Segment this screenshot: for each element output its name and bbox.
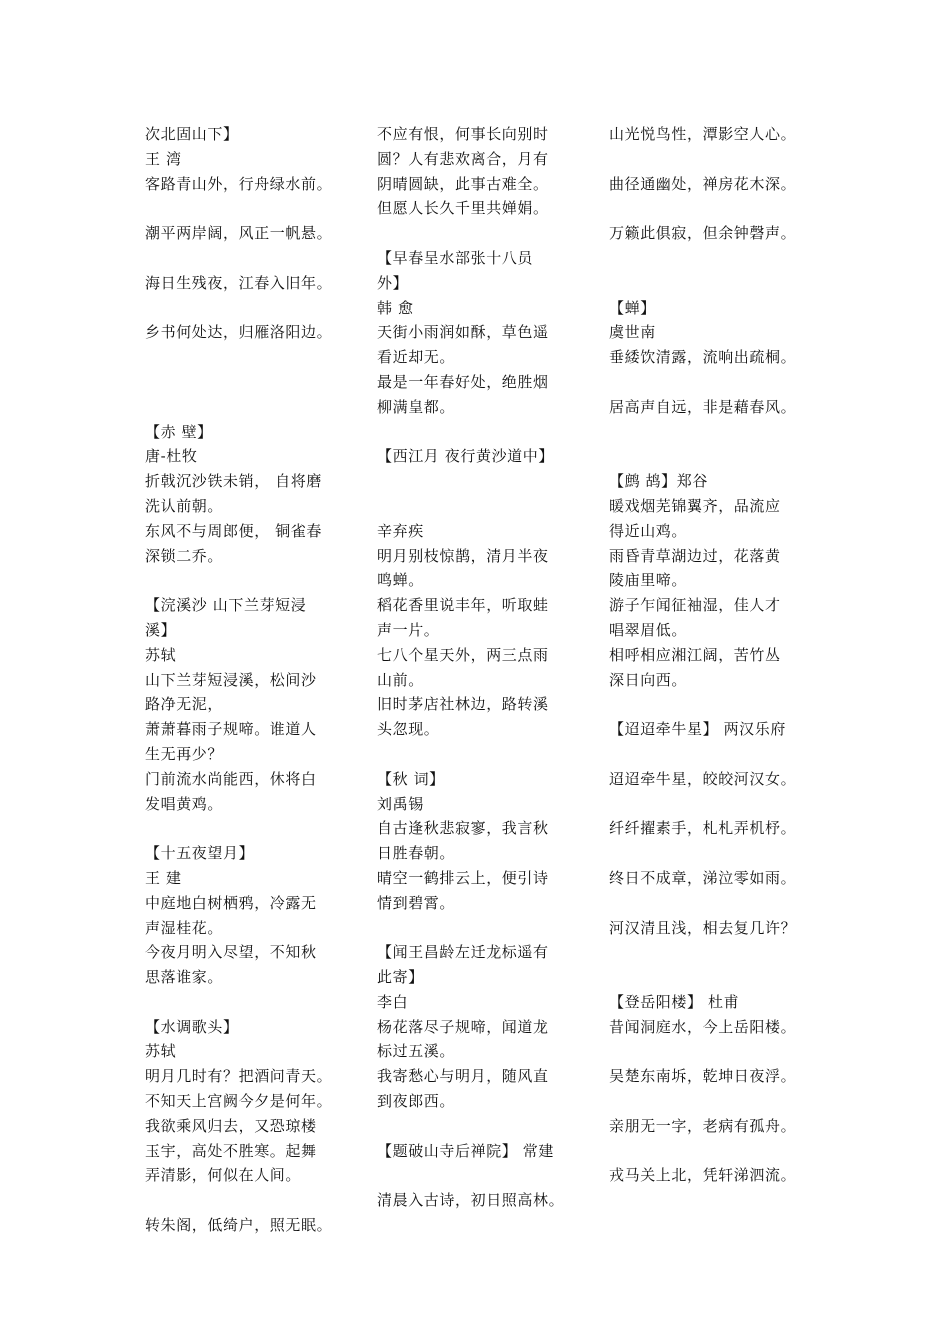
text-line: 曲径通幽处，禅房花木深。 bbox=[609, 174, 797, 193]
blank-line bbox=[609, 196, 831, 221]
text-line: 东风不与周郎便， 铜雀春 bbox=[145, 521, 322, 540]
poem-title: 【西江月 夜行黄沙道中】 bbox=[377, 447, 554, 466]
text-line: 垂緌饮清露，流响出疏桐。 bbox=[609, 348, 797, 367]
poem-title: 【浣溪沙 山下兰芽短浸 bbox=[145, 596, 307, 615]
text-line: 唱翠眉低。 bbox=[609, 620, 688, 639]
blank-line bbox=[609, 940, 831, 965]
text-line: 李白 bbox=[377, 992, 409, 1011]
blank-line bbox=[609, 444, 831, 469]
blank-line bbox=[377, 916, 599, 941]
blank-line bbox=[145, 246, 367, 271]
text-line: 杨花落尽子规啼，闻道龙 bbox=[377, 1017, 549, 1036]
text-line: 弄清影，何似在人间。 bbox=[145, 1166, 302, 1185]
text-line: 看近却无。 bbox=[377, 348, 456, 367]
text-line: 萧萧暮雨子规啼。谁道人 bbox=[145, 720, 317, 739]
text-line: 山前。 bbox=[377, 670, 424, 689]
blank-line bbox=[145, 990, 367, 1015]
blank-line bbox=[377, 221, 599, 246]
text-line: 最是一年春好处，绝胜烟 bbox=[377, 372, 549, 391]
blank-line bbox=[145, 196, 367, 221]
text-line: 鸣蝉。 bbox=[377, 571, 424, 590]
text-column-1 bbox=[145, 122, 367, 1238]
poem-title: 【题破山寺后禅院】 常建 bbox=[377, 1141, 554, 1160]
text-line: 声湿桂花。 bbox=[145, 918, 224, 937]
text-line: 转朱阁，低绮户，照无眠。 bbox=[145, 1216, 333, 1235]
text-line: 天街小雨润如酥，草色遥 bbox=[377, 323, 549, 342]
text-column-2 bbox=[377, 122, 599, 1213]
blank-line bbox=[609, 271, 831, 296]
blank-line bbox=[145, 395, 367, 420]
text-line: 门前流水尚能西，休将白 bbox=[145, 769, 317, 788]
text-line: 外】 bbox=[377, 273, 409, 292]
text-line: 溪】 bbox=[145, 620, 177, 639]
text-line: 深锁二乔。 bbox=[145, 546, 224, 565]
text-line: 山下兰芽短浸溪，松间沙 bbox=[145, 670, 317, 689]
blank-line bbox=[609, 692, 831, 717]
text-line: 我欲乘风归去，又恐琼楼 bbox=[145, 1116, 317, 1135]
text-line: 刘禹锡 bbox=[377, 794, 424, 813]
blank-line bbox=[609, 1089, 831, 1114]
text-line: 不知天上宫阙今夕是何年。 bbox=[145, 1092, 333, 1111]
text-line: 明月几时有？把酒问青天。 bbox=[145, 1067, 333, 1086]
text-line: 相呼相应湘江阔，苦竹丛 bbox=[609, 645, 781, 664]
text-line: 次北固山下】 bbox=[145, 125, 239, 143]
blank-line bbox=[145, 370, 367, 395]
blank-line bbox=[377, 742, 599, 767]
blank-line bbox=[145, 568, 367, 593]
text-line: 阴晴圆缺，此事古难全。 bbox=[377, 174, 549, 193]
poem-title: 【水调歌头】 bbox=[145, 1017, 239, 1036]
text-line: 唐-杜牧 bbox=[145, 447, 198, 466]
text-line: 王 湾 bbox=[145, 149, 182, 168]
text-line: 稻花香里说丰年，听取蛙 bbox=[377, 596, 549, 615]
blank-line bbox=[609, 965, 831, 990]
poem-title: 【迢迢牵牛星】 两汉乐府 bbox=[609, 720, 786, 739]
text-line: 到夜郎西。 bbox=[377, 1092, 456, 1111]
text-line: 暖戏烟芜锦翼齐，品流应 bbox=[609, 496, 781, 515]
text-column-3 bbox=[609, 122, 831, 1188]
blank-line bbox=[377, 1114, 599, 1139]
text-line: 深日向西。 bbox=[609, 670, 688, 689]
blank-line bbox=[145, 816, 367, 841]
text-line: 我寄愁心与明月，随风直 bbox=[377, 1067, 549, 1086]
poem-title: 【蝉】 bbox=[609, 298, 656, 317]
text-line: 日胜春朝。 bbox=[377, 844, 456, 863]
poem-title: 【秋 词】 bbox=[377, 769, 445, 788]
blank-line bbox=[145, 345, 367, 370]
text-line: 王 建 bbox=[145, 868, 182, 887]
text-line: 思落谁家。 bbox=[145, 968, 224, 987]
blank-line bbox=[609, 246, 831, 271]
text-line: 居高声自远，非是藉春风。 bbox=[609, 397, 797, 416]
blank-line bbox=[377, 420, 599, 445]
text-line: 辛弃疾 bbox=[377, 521, 424, 540]
text-line: 终日不成章，涕泣零如雨。 bbox=[609, 868, 797, 887]
text-line: 雨昏青草湖边过，花落黄 bbox=[609, 546, 781, 565]
blank-line bbox=[609, 742, 831, 767]
poem-title: 【十五夜望月】 bbox=[145, 844, 255, 863]
text-line: 路净无泥， bbox=[145, 695, 224, 714]
text-line: 迢迢牵牛星，皎皎河汉女。 bbox=[609, 769, 797, 788]
text-line: 发唱黄鸡。 bbox=[145, 794, 224, 813]
text-line: 中庭地白树栖鸦，冷露无 bbox=[145, 893, 317, 912]
text-line: 七八个星天外，两三点雨 bbox=[377, 645, 549, 664]
text-line: 生无再少？ bbox=[145, 744, 224, 763]
blank-line bbox=[609, 370, 831, 395]
text-line: 海日生残夜，江春入旧年。 bbox=[145, 273, 333, 292]
text-line: 标过五溪。 bbox=[377, 1042, 456, 1061]
blank-line bbox=[609, 792, 831, 817]
poem-title: 【闻王昌龄左迁龙标遥有 bbox=[377, 943, 549, 962]
text-line: 亲朋无一字，老病有孤舟。 bbox=[609, 1116, 797, 1135]
poem-title: 【赤 壁】 bbox=[145, 422, 213, 441]
text-line: 不应有恨，何事长向别时 bbox=[377, 125, 549, 143]
blank-line bbox=[377, 1163, 599, 1188]
text-line: 苏轼 bbox=[145, 1042, 177, 1061]
text-line: 旧时茅店社林边，路转溪 bbox=[377, 695, 549, 714]
blank-line bbox=[609, 841, 831, 866]
text-line: 潮平两岸阔，风正一帆悬。 bbox=[145, 224, 333, 243]
text-line: 戎马关上北，凭轩涕泗流。 bbox=[609, 1166, 797, 1185]
poem-title: 【早春呈水部张十八员 bbox=[377, 248, 534, 267]
text-line: 清晨入古诗，初日照高林。 bbox=[377, 1191, 565, 1210]
blank-line bbox=[145, 1188, 367, 1213]
text-line: 客路青山外，行舟绿水前。 bbox=[145, 174, 333, 193]
poem-title: 【登岳阳楼】 杜甫 bbox=[609, 992, 740, 1011]
blank-line bbox=[609, 1039, 831, 1064]
text-line: 得近山鸡。 bbox=[609, 521, 688, 540]
text-line: 河汉清且浅，相去复几许？ bbox=[609, 918, 797, 937]
text-line: 山光悦鸟性，潭影空人心。 bbox=[609, 125, 797, 143]
text-line: 此寄】 bbox=[377, 968, 424, 987]
text-line: 自古逢秋悲寂寥，我言秋 bbox=[377, 819, 549, 838]
text-line: 柳满皇都。 bbox=[377, 397, 456, 416]
text-line: 折戟沉沙铁未销， 自将磨 bbox=[145, 472, 322, 491]
text-line: 明月别枝惊鹊，清月半夜 bbox=[377, 546, 549, 565]
text-line: 游子乍闻征袖湿，佳人才 bbox=[609, 596, 781, 615]
blank-line bbox=[609, 891, 831, 916]
blank-line bbox=[609, 420, 831, 445]
text-line: 圆？人有悲欢离合，月有 bbox=[377, 149, 549, 168]
text-line: 晴空一鹤排云上，便引诗 bbox=[377, 868, 549, 887]
text-line: 声一片。 bbox=[377, 620, 440, 639]
blank-line bbox=[609, 1139, 831, 1164]
text-line: 吴楚东南坼，乾坤日夜浮。 bbox=[609, 1067, 797, 1086]
blank-line bbox=[145, 296, 367, 321]
text-line: 玉宇，高处不胜寒。起舞 bbox=[145, 1141, 317, 1160]
blank-line bbox=[609, 147, 831, 172]
text-line: 万籁此俱寂，但余钟磬声。 bbox=[609, 224, 797, 243]
text-line: 虞世南 bbox=[609, 323, 656, 342]
text-line: 苏轼 bbox=[145, 645, 177, 664]
text-line: 今夜月明入尽望，不知秋 bbox=[145, 943, 317, 962]
text-line: 昔闻洞庭水，今上岳阳楼。 bbox=[609, 1017, 797, 1036]
text-line: 洗认前朝。 bbox=[145, 496, 224, 515]
text-line: 韩 愈 bbox=[377, 298, 414, 317]
text-line: 纤纤擢素手，札札弄机杼。 bbox=[609, 819, 797, 838]
text-line: 乡书何处达，归雁洛阳边。 bbox=[145, 323, 333, 342]
blank-line bbox=[377, 469, 599, 494]
text-line: 但愿人长久千里共婵娟。 bbox=[377, 199, 549, 218]
blank-line bbox=[377, 494, 599, 519]
text-line: 陵庙里啼。 bbox=[609, 571, 688, 590]
text-line: 头忽现。 bbox=[377, 720, 440, 739]
poem-title: 【鹧 鸪】郑谷 bbox=[609, 472, 708, 491]
text-line: 情到碧霄。 bbox=[377, 893, 456, 912]
